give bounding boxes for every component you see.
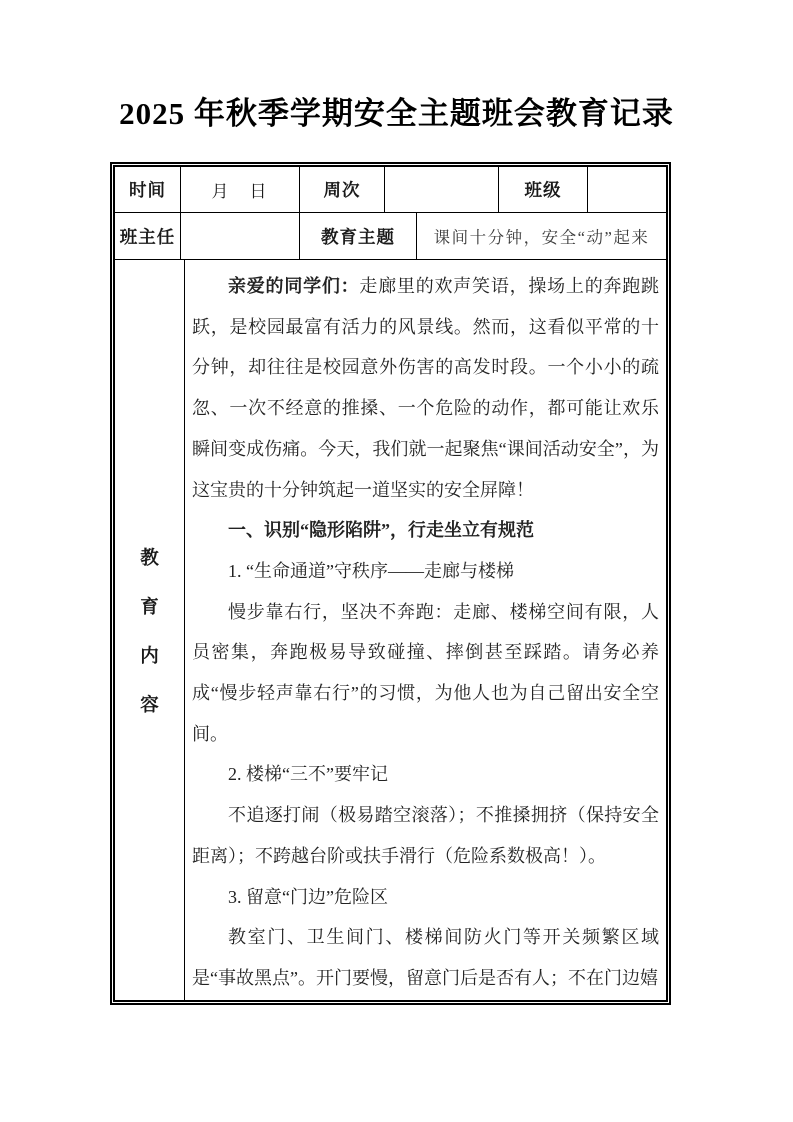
week-value-cell — [385, 167, 499, 212]
paragraph-lead: 亲爱的同学们： — [228, 276, 360, 296]
content-label-cell — [115, 260, 185, 1000]
content-label-char: 教 — [140, 548, 159, 569]
content-paragraph: 不追逐打闹（极易踏空滚落）；不推搡拥挤（保持安全距离）；不跨越台阶或扶手滑行（危险系数极高！）。 — [192, 805, 659, 866]
content-paragraph: 2. 楼梯“三不”要牢记 — [228, 764, 388, 785]
page-title: 2025 年秋季学期安全主题班会教育记录 — [119, 96, 674, 131]
record-table — [110, 162, 671, 1005]
content-paragraph: 亲爱的同学们：走廊里的欢声笑语，操场上的奔跑跳跃，是校园最富有活力的风景线。然而，这看似平常的十分钟，却往往是校园意外伤害的高发时段。一个小小的疏忽、一次不经意的推搡、一个危险的动作，都可能让欢乐瞬间变成伤痛。今天，我们就一起聚焦“课间活动安全”，为这宝贵的十分钟筑起一道坚实的安全屏障！ — [192, 276, 660, 500]
content-paragraph: 慢步靠右行，坚决不奔跑：走廊、楼梯空间有限，人员密集，奔跑极易导致碰撞、摔倒甚至踩踏。请务必养成“慢步轻声靠右行”的习惯，为他人也为自己留出安全空间。 — [192, 601, 659, 744]
content-paragraph: 3. 留意“门边”危险区 — [228, 886, 388, 907]
time-label-cell: 时间 — [115, 167, 181, 212]
content-paragraphs — [185, 260, 666, 1000]
content-label-char: 容 — [140, 695, 159, 716]
education-theme-value-cell: 课间十分钟，安全“动”起来 — [433, 228, 650, 247]
table-row-content — [115, 260, 666, 1000]
table-row-time — [115, 167, 666, 213]
head-teacher-label-cell: 班主任 — [115, 213, 181, 259]
table-row-teacher-theme — [115, 213, 666, 260]
class-label-cell: 班级 — [499, 167, 588, 212]
content-label-char: 内 — [140, 646, 159, 667]
content-heading: 一、识别“隐形陷阱”，行走坐立有规范 — [228, 520, 534, 541]
content-paragraph: 教室门、卫生间门、楼梯间防火门等开关频繁区域是“事故黑点”。开门要慢，留意门后是否有人；不在门边嬉 — [192, 927, 659, 988]
content-label-char: 育 — [140, 597, 159, 618]
time-value-cell: 月 日 — [181, 167, 300, 212]
content-paragraph: 1. “生命通道”守秩序——走廊与楼梯 — [228, 560, 514, 581]
head-teacher-value-cell — [181, 213, 300, 259]
education-theme-label-cell: 教育主题 — [300, 213, 417, 259]
class-value-cell — [588, 167, 666, 212]
week-label-cell: 周次 — [300, 167, 385, 212]
